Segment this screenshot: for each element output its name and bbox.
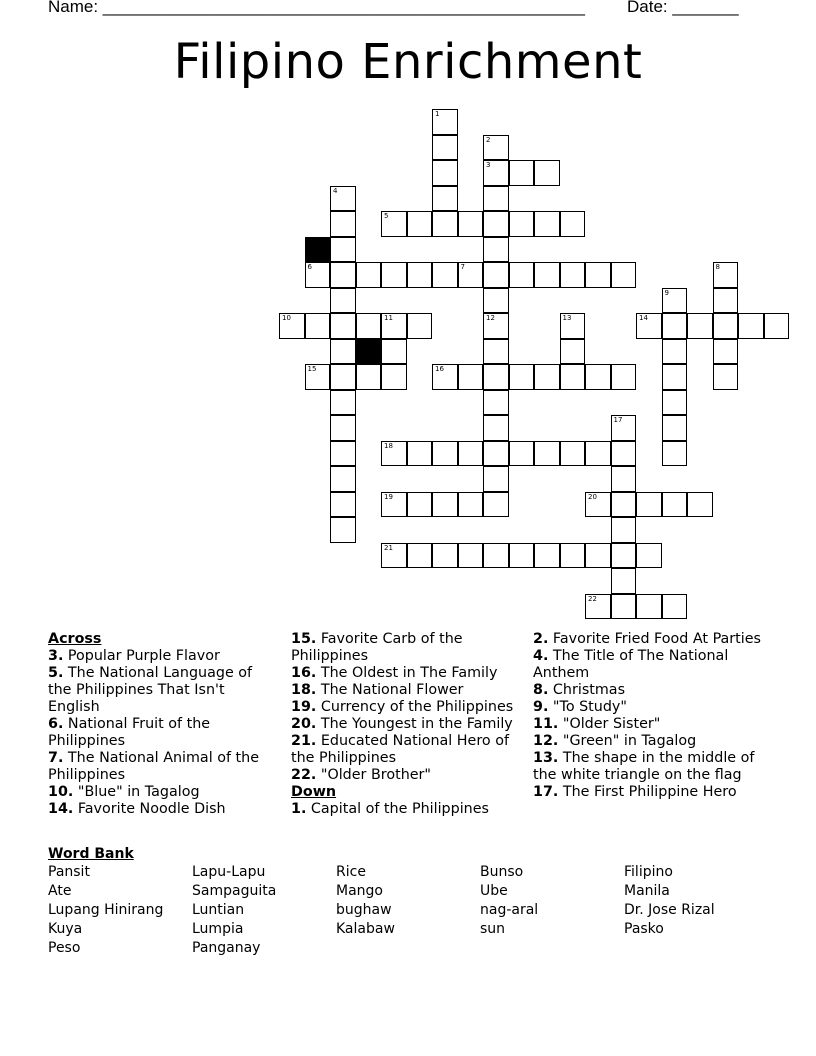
clue-number: 21 bbox=[384, 543, 393, 552]
grid-cell[interactable] bbox=[560, 543, 586, 569]
grid-cell[interactable] bbox=[381, 211, 407, 237]
grid-cell[interactable] bbox=[330, 262, 356, 288]
clue-number-label: 21. bbox=[291, 733, 317, 749]
grid-cell[interactable] bbox=[534, 160, 560, 186]
grid-cell[interactable] bbox=[356, 313, 382, 339]
clue-number-label: 4. bbox=[533, 648, 549, 664]
grid-cell[interactable] bbox=[381, 339, 407, 365]
grid-cell[interactable] bbox=[585, 543, 611, 569]
word-bank-item: Luntian bbox=[192, 902, 245, 918]
grid-cell[interactable] bbox=[713, 262, 739, 288]
clue-number: 11 bbox=[384, 314, 393, 322]
clue-number: 16 bbox=[435, 365, 444, 373]
grid-cell[interactable] bbox=[713, 313, 739, 339]
grid-cell[interactable] bbox=[534, 262, 560, 288]
down-heading: Down bbox=[291, 784, 337, 800]
page-title: Filipino Enrichment bbox=[173, 34, 643, 90]
grid-cell[interactable] bbox=[534, 441, 560, 467]
grid-cell[interactable] bbox=[611, 594, 637, 620]
word-bank-item: Lapu-Lapu bbox=[192, 864, 266, 880]
word-bank-item: Lumpia bbox=[192, 921, 244, 937]
clue-number-label: 3. bbox=[48, 648, 64, 664]
clue-number: 8 bbox=[715, 263, 720, 271]
clue-number-label: 7. bbox=[48, 750, 64, 766]
grid-cell[interactable] bbox=[483, 135, 509, 161]
grid-cell[interactable] bbox=[483, 211, 509, 237]
clue-text: Capital of the Philippines bbox=[306, 801, 489, 817]
grid-cell[interactable] bbox=[509, 262, 535, 288]
clue-item bbox=[291, 801, 523, 818]
grid-cell[interactable] bbox=[432, 364, 458, 390]
clue-item bbox=[48, 665, 273, 716]
clue-text: "Older Sister" bbox=[558, 716, 661, 732]
grid-cell[interactable] bbox=[330, 517, 356, 543]
clue-number-label: 6. bbox=[48, 716, 64, 732]
grid-cell[interactable] bbox=[585, 594, 611, 620]
grid-cell[interactable] bbox=[483, 160, 509, 186]
clue-item bbox=[533, 682, 768, 699]
grid-cell[interactable] bbox=[662, 390, 688, 416]
grid-cell[interactable] bbox=[509, 211, 535, 237]
clue-text: Popular Purple Flavor bbox=[63, 648, 220, 664]
word-bank-item: Ube bbox=[480, 883, 508, 899]
grid-cell[interactable] bbox=[662, 492, 688, 518]
grid-cell[interactable] bbox=[560, 364, 586, 390]
clue-number: 9 bbox=[664, 288, 669, 297]
grid-cell[interactable] bbox=[483, 466, 509, 492]
clue-number-label: 11. bbox=[533, 716, 559, 732]
clue-text: Currency of the Philippines bbox=[316, 699, 514, 715]
clue-item bbox=[291, 665, 523, 682]
grid-cell[interactable] bbox=[713, 288, 739, 314]
grid-cell[interactable] bbox=[764, 313, 790, 339]
word-bank-item: nag-aral bbox=[480, 902, 539, 918]
grid-cell-blocked bbox=[356, 339, 382, 365]
clue-text: The National Flower bbox=[316, 682, 464, 698]
clues-column-2 bbox=[291, 631, 523, 818]
clue-text: The Oldest in The Family bbox=[316, 665, 498, 681]
grid-cell[interactable] bbox=[636, 594, 662, 620]
grid-cell[interactable] bbox=[611, 262, 637, 288]
grid-cell[interactable] bbox=[585, 364, 611, 390]
grid-cell[interactable] bbox=[483, 415, 509, 441]
grid-cell[interactable] bbox=[330, 415, 356, 441]
grid-cell[interactable] bbox=[611, 466, 637, 492]
clue-item bbox=[48, 648, 273, 665]
grid-cell[interactable] bbox=[483, 186, 509, 212]
clue-number: 10 bbox=[282, 314, 291, 322]
word-bank-item: Mango bbox=[336, 883, 383, 899]
grid-cell[interactable] bbox=[330, 186, 356, 212]
clue-text: The Title of The National Anthem bbox=[533, 648, 729, 681]
word-bank-item: Dr. Jose Rizal bbox=[624, 902, 715, 918]
grid-cell[interactable] bbox=[330, 441, 356, 467]
clue-number-label: 13. bbox=[533, 750, 559, 766]
grid-cell[interactable] bbox=[381, 313, 407, 339]
grid-cell[interactable] bbox=[662, 339, 688, 365]
grid-cell[interactable] bbox=[432, 262, 458, 288]
grid-cell[interactable] bbox=[432, 109, 458, 135]
clue-number: 20 bbox=[588, 492, 597, 501]
clue-item bbox=[533, 631, 768, 648]
grid-cell[interactable] bbox=[611, 543, 637, 569]
clue-item bbox=[291, 767, 523, 784]
grid-cell[interactable] bbox=[687, 313, 713, 339]
grid-cell[interactable] bbox=[330, 288, 356, 314]
grid-cell[interactable] bbox=[738, 313, 764, 339]
across-clue-list bbox=[48, 648, 273, 818]
grid-cell[interactable] bbox=[458, 441, 484, 467]
grid-cell[interactable] bbox=[458, 211, 484, 237]
grid-cell[interactable] bbox=[662, 313, 688, 339]
grid-cell[interactable] bbox=[407, 492, 433, 518]
grid-cell[interactable] bbox=[381, 364, 407, 390]
grid-cell[interactable] bbox=[483, 492, 509, 518]
grid-cell[interactable] bbox=[330, 364, 356, 390]
clue-number: 19 bbox=[384, 492, 393, 501]
name-field-label: Name: ___________________________________________________ bbox=[48, 0, 585, 16]
grid-cell[interactable] bbox=[611, 415, 637, 441]
grid-cell[interactable] bbox=[662, 594, 688, 620]
grid-cell[interactable] bbox=[381, 543, 407, 569]
clue-item bbox=[291, 699, 523, 716]
word-bank-item: Pasko bbox=[624, 921, 664, 937]
clue-text: "Blue" in Tagalog bbox=[73, 784, 200, 800]
across-clue-list-continued bbox=[291, 631, 523, 784]
word-bank-item: Kuya bbox=[48, 921, 83, 937]
clue-number: 1 bbox=[435, 110, 440, 118]
clue-item bbox=[533, 750, 768, 784]
grid-cell[interactable] bbox=[585, 441, 611, 467]
across-heading: Across bbox=[48, 631, 102, 647]
down-clue-list bbox=[291, 801, 523, 818]
clue-item bbox=[291, 631, 523, 665]
clue-item bbox=[291, 733, 523, 767]
clue-number: 3 bbox=[486, 161, 491, 169]
word-bank-item: Sampaguita bbox=[192, 883, 277, 899]
grid-cell[interactable] bbox=[611, 364, 637, 390]
grid-cell[interactable] bbox=[432, 441, 458, 467]
word-bank-title: Word Bank bbox=[48, 846, 134, 862]
grid-cell[interactable] bbox=[432, 186, 458, 212]
word-bank-item: Kalabaw bbox=[336, 921, 395, 937]
grid-cell[interactable] bbox=[483, 313, 509, 339]
word-bank-item: Peso bbox=[48, 940, 81, 956]
clue-number: 6 bbox=[307, 263, 312, 271]
word-bank-item: Pansit bbox=[48, 864, 90, 880]
clue-number-label: 10. bbox=[48, 784, 74, 800]
clue-number: 22 bbox=[588, 594, 597, 603]
grid-cell[interactable] bbox=[560, 339, 586, 365]
clue-number: 13 bbox=[562, 314, 572, 322]
grid-cell[interactable] bbox=[483, 288, 509, 314]
word-bank-item: Filipino bbox=[624, 864, 673, 880]
grid-cell[interactable] bbox=[356, 364, 382, 390]
clue-item bbox=[48, 801, 273, 818]
grid-cell[interactable] bbox=[279, 313, 305, 339]
grid-cell[interactable] bbox=[560, 262, 586, 288]
grid-cell[interactable] bbox=[458, 262, 484, 288]
clue-text: The shape in the middle of the white triangle on the flag bbox=[533, 750, 755, 783]
clue-number: 4 bbox=[333, 186, 338, 195]
word-bank-item: Bunso bbox=[480, 864, 524, 880]
grid-cell[interactable] bbox=[585, 492, 611, 518]
grid-cell[interactable] bbox=[330, 390, 356, 416]
clue-number-label: 18. bbox=[291, 682, 317, 698]
clue-item bbox=[533, 716, 768, 733]
grid-cell[interactable] bbox=[483, 441, 509, 467]
clue-number: 5 bbox=[384, 212, 389, 220]
grid-cell[interactable] bbox=[305, 262, 331, 288]
word-bank-item: Rice bbox=[336, 864, 366, 880]
grid-cell[interactable] bbox=[509, 543, 535, 569]
word-bank-item: bughaw bbox=[336, 902, 392, 918]
grid-cell[interactable] bbox=[381, 492, 407, 518]
clue-number-label: 20. bbox=[291, 716, 317, 732]
grid-cell[interactable] bbox=[432, 543, 458, 569]
clue-text: Favorite Noodle Dish bbox=[73, 801, 226, 817]
grid-cell[interactable] bbox=[305, 313, 331, 339]
grid-cell[interactable] bbox=[509, 364, 535, 390]
clue-text: "To Study" bbox=[548, 699, 627, 715]
grid-cell[interactable] bbox=[585, 262, 611, 288]
clue-item bbox=[533, 648, 768, 682]
grid-cell[interactable] bbox=[432, 135, 458, 161]
clue-item bbox=[291, 682, 523, 699]
clue-number: 7 bbox=[460, 263, 465, 271]
clue-item bbox=[291, 716, 523, 733]
clues-column-3 bbox=[533, 631, 768, 801]
clue-number-label: 12. bbox=[533, 733, 559, 749]
grid-cell[interactable] bbox=[407, 441, 433, 467]
grid-cell[interactable] bbox=[458, 543, 484, 569]
grid-cell[interactable] bbox=[509, 441, 535, 467]
grid-cell[interactable] bbox=[305, 364, 331, 390]
clue-number: 18 bbox=[384, 441, 393, 450]
grid-cell[interactable] bbox=[330, 339, 356, 365]
grid-cell[interactable] bbox=[534, 364, 560, 390]
grid-cell[interactable] bbox=[407, 543, 433, 569]
clues-column-1 bbox=[48, 631, 273, 818]
clue-number-label: 15. bbox=[291, 631, 317, 647]
clue-item bbox=[533, 699, 768, 716]
clue-text: The National Animal of the Philippines bbox=[48, 750, 259, 783]
clue-number-label: 2. bbox=[533, 631, 549, 647]
clue-number: 2 bbox=[486, 135, 491, 144]
clue-text: The Youngest in the Family bbox=[316, 716, 513, 732]
grid-cell[interactable] bbox=[509, 160, 535, 186]
clue-item bbox=[533, 733, 768, 750]
grid-cell-blocked bbox=[305, 237, 331, 263]
word-bank-item: Lupang Hinirang bbox=[48, 902, 164, 918]
grid-cell[interactable] bbox=[330, 313, 356, 339]
clue-number-label: 14. bbox=[48, 801, 74, 817]
clue-number: 15 bbox=[307, 365, 317, 373]
grid-cell[interactable] bbox=[330, 466, 356, 492]
clue-text: The National Language of the Philippines That Isn't English bbox=[48, 665, 253, 715]
clue-text: Favorite Fried Food At Parties bbox=[548, 631, 762, 647]
grid-cell[interactable] bbox=[483, 339, 509, 365]
grid-cell[interactable] bbox=[483, 364, 509, 390]
grid-cell[interactable] bbox=[534, 211, 560, 237]
clue-text: National Fruit of the Philippines bbox=[48, 716, 211, 749]
grid-cell[interactable] bbox=[662, 288, 688, 314]
grid-cell[interactable] bbox=[687, 492, 713, 518]
clue-text: "Older Brother" bbox=[316, 767, 432, 783]
word-bank-item: sun bbox=[480, 921, 506, 937]
grid-cell[interactable] bbox=[713, 339, 739, 365]
grid-cell[interactable] bbox=[432, 160, 458, 186]
clue-text: Educated National Hero of the Philippines bbox=[291, 733, 509, 766]
grid-cell[interactable] bbox=[330, 492, 356, 518]
clue-item bbox=[48, 716, 273, 750]
grid-cell[interactable] bbox=[407, 313, 433, 339]
word-bank-item: Manila bbox=[624, 883, 670, 899]
clue-text: Favorite Carb of the Philippines bbox=[291, 631, 463, 664]
grid-cell[interactable] bbox=[611, 441, 637, 467]
grid-cell[interactable] bbox=[407, 211, 433, 237]
clue-number: 17 bbox=[613, 416, 623, 424]
grid-cell[interactable] bbox=[636, 543, 662, 569]
grid-cell[interactable] bbox=[458, 492, 484, 518]
grid-cell[interactable] bbox=[636, 492, 662, 518]
clue-number-label: 9. bbox=[533, 699, 549, 715]
grid-cell[interactable] bbox=[458, 364, 484, 390]
date-field-label: Date: _______ bbox=[627, 0, 739, 16]
grid-cell[interactable] bbox=[662, 364, 688, 390]
grid-cell[interactable] bbox=[662, 415, 688, 441]
clue-number-label: 19. bbox=[291, 699, 317, 715]
grid-cell[interactable] bbox=[330, 237, 356, 263]
clue-item bbox=[533, 784, 768, 801]
clue-item bbox=[48, 750, 273, 784]
grid-cell[interactable] bbox=[636, 313, 662, 339]
grid-cell[interactable] bbox=[483, 390, 509, 416]
clue-text: Christmas bbox=[548, 682, 626, 698]
grid-cell[interactable] bbox=[381, 441, 407, 467]
grid-cell[interactable] bbox=[483, 543, 509, 569]
grid-cell[interactable] bbox=[432, 211, 458, 237]
grid-cell[interactable] bbox=[534, 543, 560, 569]
grid-cell[interactable] bbox=[560, 211, 586, 237]
clue-number-label: 8. bbox=[533, 682, 549, 698]
grid-cell[interactable] bbox=[483, 237, 509, 263]
grid-cell[interactable] bbox=[432, 492, 458, 518]
word-bank-item: Ate bbox=[48, 883, 72, 899]
word-bank-item: Panganay bbox=[192, 940, 261, 956]
clue-number-label: 1. bbox=[291, 801, 307, 817]
clue-number: 12 bbox=[486, 314, 495, 322]
grid-cell[interactable] bbox=[356, 262, 382, 288]
grid-cell[interactable] bbox=[483, 262, 509, 288]
grid-cell[interactable] bbox=[611, 517, 637, 543]
clue-number-label: 22. bbox=[291, 767, 317, 783]
clue-number-label: 16. bbox=[291, 665, 317, 681]
clue-item bbox=[48, 784, 273, 801]
grid-cell[interactable] bbox=[381, 262, 407, 288]
grid-cell[interactable] bbox=[560, 441, 586, 467]
grid-cell[interactable] bbox=[713, 364, 739, 390]
clue-text: "Green" in Tagalog bbox=[558, 733, 697, 749]
clue-text: The First Philippine Hero bbox=[558, 784, 737, 800]
grid-cell[interactable] bbox=[611, 492, 637, 518]
grid-cell[interactable] bbox=[407, 262, 433, 288]
grid-cell[interactable] bbox=[611, 568, 637, 594]
clue-number-label: 5. bbox=[48, 665, 64, 681]
clue-number: 14 bbox=[639, 314, 648, 322]
down-clue-list-continued bbox=[533, 631, 768, 801]
grid-cell[interactable] bbox=[330, 211, 356, 237]
clue-number-label: 17. bbox=[533, 784, 559, 800]
grid-cell[interactable] bbox=[662, 441, 688, 467]
grid-cell[interactable] bbox=[560, 313, 586, 339]
